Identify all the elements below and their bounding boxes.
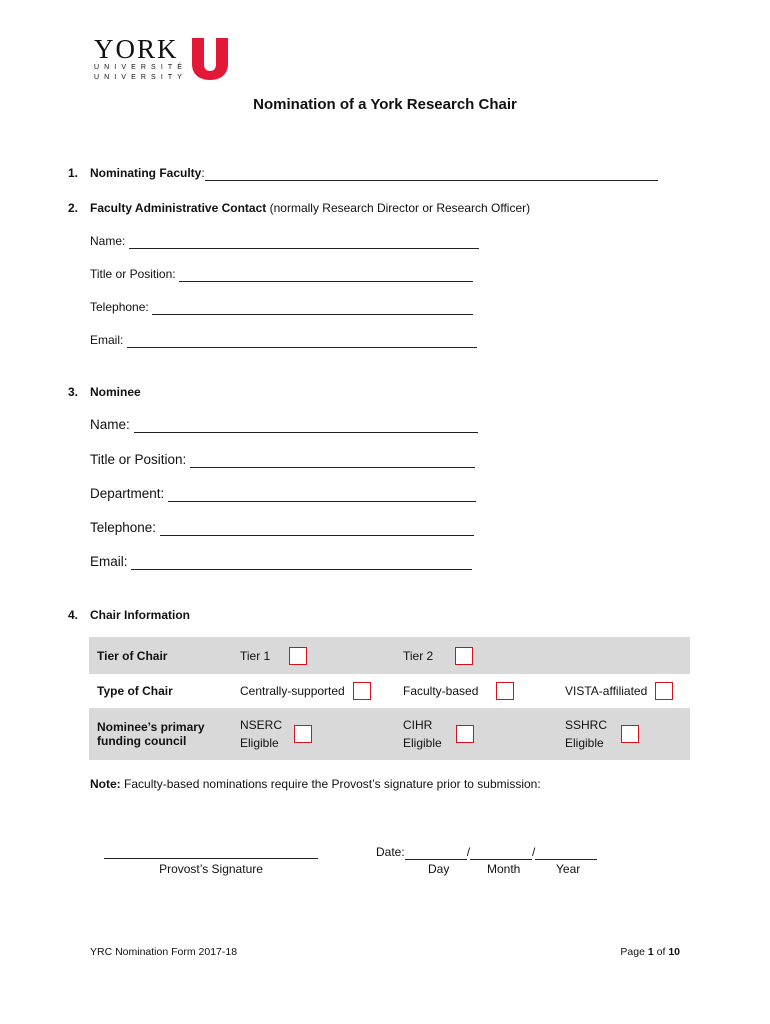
field-label: Telephone: bbox=[90, 520, 157, 535]
contact-name-row bbox=[90, 234, 479, 249]
tier-1-checkbox[interactable] bbox=[289, 647, 307, 665]
nominee-title-row bbox=[90, 452, 475, 468]
nominee-telephone-row bbox=[90, 520, 474, 536]
option-vista-affiliated-label: VISTA-affiliated bbox=[565, 684, 648, 698]
field-label: Name: bbox=[90, 234, 126, 248]
table-row-tier bbox=[89, 637, 690, 674]
cihr-eligible-checkbox[interactable] bbox=[456, 725, 474, 743]
footer-page-number: Page 1 of 10 bbox=[620, 946, 680, 958]
section-number: 3. bbox=[68, 385, 79, 399]
field-label: Title or Position: bbox=[90, 452, 187, 467]
section-label: Nominating Faculty bbox=[90, 166, 202, 180]
faculty-based-checkbox[interactable] bbox=[496, 682, 514, 700]
field-label: Telephone: bbox=[90, 300, 149, 314]
option-nserc-label: NSERC bbox=[240, 718, 283, 732]
centrally-supported-checkbox[interactable] bbox=[353, 682, 371, 700]
york-u-mark-icon bbox=[190, 36, 230, 80]
field-label: Title or Position: bbox=[90, 267, 176, 281]
york-university-logo bbox=[94, 36, 234, 84]
date-day-caption: Day bbox=[428, 862, 450, 876]
chair-info-table bbox=[89, 637, 690, 760]
contact-title-row bbox=[90, 267, 473, 282]
nominating-faculty-field[interactable] bbox=[205, 166, 658, 181]
tier-2-checkbox[interactable] bbox=[455, 647, 473, 665]
field-label: Email: bbox=[90, 333, 124, 347]
section-nominee bbox=[68, 385, 141, 399]
provost-signature-field[interactable] bbox=[104, 858, 318, 859]
contact-name-field[interactable] bbox=[129, 234, 479, 249]
date-year-caption: Year bbox=[556, 862, 581, 876]
date-row: Date: / / bbox=[376, 845, 597, 860]
nominee-department-row bbox=[90, 486, 476, 502]
date-year-field[interactable] bbox=[535, 845, 597, 860]
field-label: Email: bbox=[90, 554, 128, 569]
nominee-name-field[interactable] bbox=[134, 417, 478, 433]
logo-wordmark: YORK bbox=[94, 34, 179, 64]
option-faculty-based-label: Faculty-based bbox=[403, 684, 479, 698]
option-tier-1-label: Tier 1 bbox=[240, 648, 271, 663]
logo-universite: UNIVERSITÉ bbox=[94, 64, 188, 71]
footer-form-name: YRC Nomination Form 2017-18 bbox=[90, 946, 238, 958]
option-cihr-label: CIHR bbox=[403, 718, 433, 732]
section-chair-information bbox=[68, 608, 190, 622]
nominee-department-field[interactable] bbox=[168, 486, 476, 502]
nominee-telephone-field[interactable] bbox=[160, 520, 474, 536]
nominee-email-row bbox=[90, 554, 472, 570]
table-row-funding: Nominee’s primary funding council NSERC Eligible CIHR Eligible SSHRC Eligible bbox=[89, 708, 690, 760]
logo-university: UNIVERSITY bbox=[94, 74, 188, 81]
section-label: Faculty Administrative Contact bbox=[90, 201, 267, 215]
section-label: Nominee bbox=[90, 385, 141, 399]
provost-signature-caption: Provost’s Signature bbox=[159, 862, 263, 876]
contact-telephone-field[interactable] bbox=[152, 300, 473, 315]
note-label: Note: bbox=[90, 777, 121, 791]
table-row-type bbox=[89, 674, 690, 708]
nominee-email-field[interactable] bbox=[131, 554, 472, 570]
contact-email-field[interactable] bbox=[127, 333, 477, 348]
option-centrally-supported-label: Centrally-supported bbox=[240, 684, 345, 698]
nominee-title-field[interactable] bbox=[190, 452, 475, 468]
row-header-type: Type of Chair bbox=[97, 684, 173, 698]
note-text: Faculty-based nominations require the Provost’s signature prior to submission: bbox=[124, 777, 541, 791]
field-label: Name: bbox=[90, 417, 130, 432]
date-month-field[interactable] bbox=[470, 845, 532, 860]
contact-telephone-row bbox=[90, 300, 473, 315]
row-header-tier: Tier of Chair bbox=[97, 648, 168, 663]
nserc-eligible-checkbox[interactable] bbox=[294, 725, 312, 743]
row-header-funding-line1: Nominee’s primary bbox=[97, 720, 205, 734]
section-note: (normally Research Director or Research Officer) bbox=[269, 201, 531, 215]
date-day-field[interactable] bbox=[405, 845, 467, 860]
section-label: Chair Information bbox=[90, 608, 191, 622]
sshrc-eligible-checkbox[interactable] bbox=[621, 725, 639, 743]
section-admin-contact bbox=[68, 201, 530, 215]
option-sshrc-label: SSHRC bbox=[565, 718, 608, 732]
provost-note bbox=[90, 777, 541, 791]
nominee-name-row bbox=[90, 417, 478, 433]
row-header-funding-line2: funding council bbox=[97, 734, 187, 748]
date-month-caption: Month bbox=[487, 862, 521, 876]
date-label: Date: bbox=[376, 845, 405, 859]
contact-title-field[interactable] bbox=[179, 267, 473, 282]
field-label: Department: bbox=[90, 486, 165, 501]
contact-email-row bbox=[90, 333, 477, 348]
option-tier-2-label: Tier 2 bbox=[403, 648, 434, 663]
section-nominating-faculty: 1. Nominating Faculty: bbox=[68, 166, 658, 181]
section-number: 2. bbox=[68, 201, 79, 215]
section-number: 4. bbox=[68, 608, 79, 622]
vista-affiliated-checkbox[interactable] bbox=[655, 682, 673, 700]
section-number: 1. bbox=[68, 166, 79, 180]
page-title: Nomination of a York Research Chair bbox=[253, 96, 517, 113]
